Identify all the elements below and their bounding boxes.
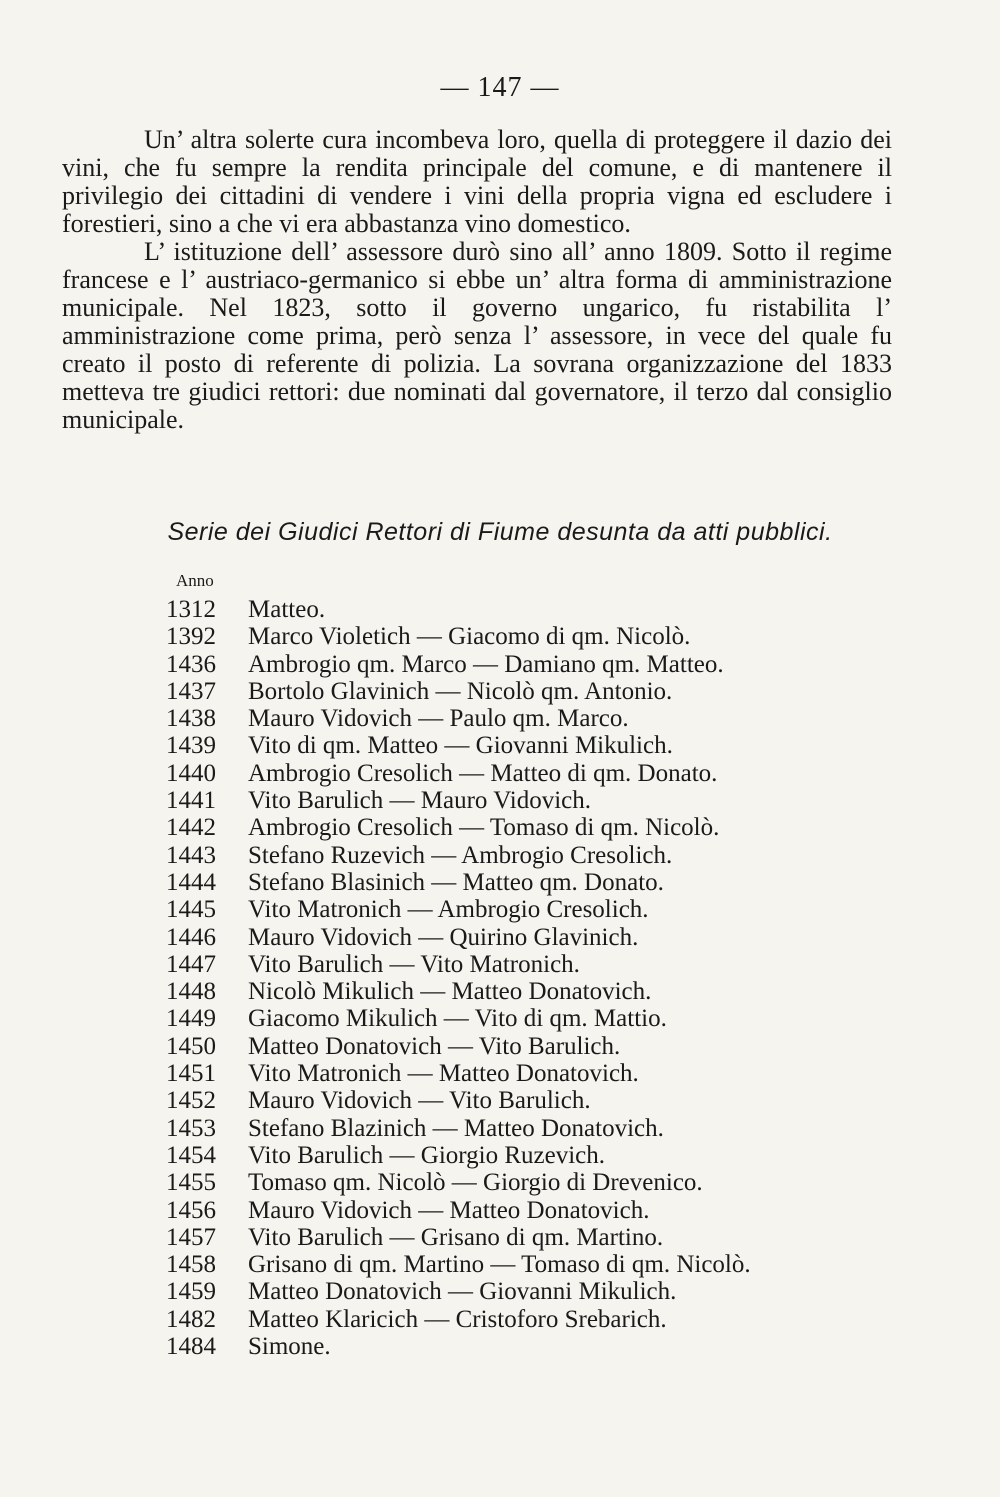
list-names: Bortolo Glavinich — Nicolò qm. Antonio. <box>248 677 673 705</box>
list-item <box>166 760 926 787</box>
paragraph-assessore: L’ istituzione dell’ assessore durò sino all’ anno 1809. Sotto il regime francese e l’ austriaco-germanico si ebbe un’ altra forma di amministrazione municipale. Nel 1823, sotto il governo ungarico, fu ristabilita l’ amministrazione come prima, però senza l’ assessore, in vece del quale fu creato il posto di referente di polizia. La sovrana organizzazione del 1833 metteva tre giudici rettori: due nominati dal governatore, il terzo dal consiglio municipale. <box>62 237 892 434</box>
list-names: Giacomo Mikulich — Vito di qm. Mattio. <box>248 1005 667 1033</box>
list-item <box>166 1005 926 1032</box>
list-year: 1437 <box>166 677 216 705</box>
list-item <box>166 1169 926 1196</box>
list-year: 1454 <box>166 1141 216 1169</box>
list-names: Matteo. <box>248 596 326 623</box>
list-item <box>166 1224 926 1251</box>
list-item <box>166 814 926 841</box>
body-text <box>62 126 892 434</box>
list-item <box>166 842 926 869</box>
list-item <box>166 1197 926 1224</box>
list-year: 1451 <box>166 1060 216 1088</box>
list-year: 1439 <box>166 732 216 760</box>
list-year: 1448 <box>166 978 216 1006</box>
list-names: Nicolò Mikulich — Matteo Donatovich. <box>248 978 652 1006</box>
list-names: Stefano Ruzevich — Ambrogio Cresolich. <box>248 841 673 869</box>
page-number: — 147 — <box>440 72 560 103</box>
list-names: Matteo Klaricich — Cristoforo Srebarich. <box>248 1305 667 1333</box>
list-year: 1436 <box>166 650 216 678</box>
list-names: Mauro Vidovich — Quirino Glavinich. <box>248 923 639 951</box>
list-item <box>166 787 926 814</box>
list-names: Tomaso qm. Nicolò — Giorgio di Drevenico. <box>248 1169 703 1197</box>
list-year: 1443 <box>166 841 216 869</box>
list-names: Mauro Vidovich — Matteo Donatovich. <box>248 1196 650 1224</box>
list-year: 1484 <box>166 1333 216 1361</box>
list-item <box>166 978 926 1005</box>
list-item <box>166 1306 926 1333</box>
year-column-header: Anno <box>176 571 214 590</box>
list-names: Vito Matronich — Matteo Donatovich. <box>248 1060 639 1088</box>
list-item <box>166 1251 926 1278</box>
list-year: 1442 <box>166 814 216 842</box>
list-names: Vito Barulich — Vito Matronich. <box>248 950 580 978</box>
list-year: 1446 <box>166 923 216 951</box>
list-names: Marco Violetich — Giacomo di qm. Nicolò. <box>248 623 691 651</box>
list-year: 1456 <box>166 1196 216 1224</box>
list-item <box>166 869 926 896</box>
list-item <box>166 651 926 678</box>
list-names: Vito Barulich — Grisano di qm. Martino. <box>248 1223 664 1251</box>
list-names: Simone. <box>248 1333 331 1361</box>
list-item <box>166 1087 926 1114</box>
list-names: Mauro Vidovich — Paulo qm. Marco. <box>248 705 629 733</box>
list-item <box>166 1278 926 1305</box>
list-year: 1450 <box>166 1032 216 1060</box>
list-names: Grisano di qm. Martino — Tomaso di qm. Nicolò. <box>248 1251 751 1279</box>
list-names: Matteo Donatovich — Vito Barulich. <box>248 1032 621 1060</box>
section-title: Serie dei Giudici Rettori di Fiume desunta da atti pubblici. <box>167 518 833 546</box>
rectors-list <box>166 596 926 1360</box>
list-names: Matteo Donatovich — Giovanni Mikulich. <box>248 1278 677 1306</box>
list-names: Ambrogio qm. Marco — Damiano qm. Matteo. <box>248 650 724 678</box>
list-year: 1482 <box>166 1305 216 1333</box>
list-names: Ambrogio Cresolich — Matteo di qm. Donato. <box>248 759 718 787</box>
list-item <box>166 951 926 978</box>
list-item <box>166 924 926 951</box>
list-item <box>166 623 926 650</box>
paragraph-dazio: Un’ altra solerte cura incombeva loro, quella di proteggere il dazio dei vini, che fu sempre la rendita principale del comune, e di mantenere il privilegio dei cittadini di vendere i vini della propria vigna ed escludere i forestieri, sino a che vi era abbastanza vino domestico. <box>62 125 892 238</box>
list-year: 1312 <box>166 596 216 623</box>
list-item <box>166 1333 926 1360</box>
list-year: 1458 <box>166 1251 216 1279</box>
list-item <box>166 1142 926 1169</box>
list-year: 1447 <box>166 950 216 978</box>
list-year: 1453 <box>166 1114 216 1142</box>
list-names: Vito Barulich — Giorgio Ruzevich. <box>248 1141 606 1169</box>
list-year: 1449 <box>166 1005 216 1033</box>
list-item <box>166 1115 926 1142</box>
list-names: Vito Barulich — Mauro Vidovich. <box>248 787 592 815</box>
list-names: Vito Matronich — Ambrogio Cresolich. <box>248 896 649 924</box>
list-year: 1445 <box>166 896 216 924</box>
list-names: Stefano Blasinich — Matteo qm. Donato. <box>248 868 664 896</box>
list-year: 1440 <box>166 759 216 787</box>
list-item <box>166 732 926 759</box>
list-names: Mauro Vidovich — Vito Barulich. <box>248 1087 591 1115</box>
list-year: 1455 <box>166 1169 216 1197</box>
list-year: 1457 <box>166 1223 216 1251</box>
list-year: 1441 <box>166 787 216 815</box>
list-item <box>166 1060 926 1087</box>
list-item <box>166 705 926 732</box>
list-item <box>166 678 926 705</box>
list-names: Vito di qm. Matteo — Giovanni Mikulich. <box>248 732 673 760</box>
list-year: 1459 <box>166 1278 216 1306</box>
list-year: 1444 <box>166 868 216 896</box>
list-year: 1438 <box>166 705 216 733</box>
list-names: Stefano Blazinich — Matteo Donatovich. <box>248 1114 664 1142</box>
list-year: 1452 <box>166 1087 216 1115</box>
list-names: Ambrogio Cresolich — Tomaso di qm. Nicolò. <box>248 814 720 842</box>
list-item <box>166 1033 926 1060</box>
list-year: 1392 <box>166 623 216 651</box>
list-item <box>166 596 926 623</box>
list-item <box>166 896 926 923</box>
